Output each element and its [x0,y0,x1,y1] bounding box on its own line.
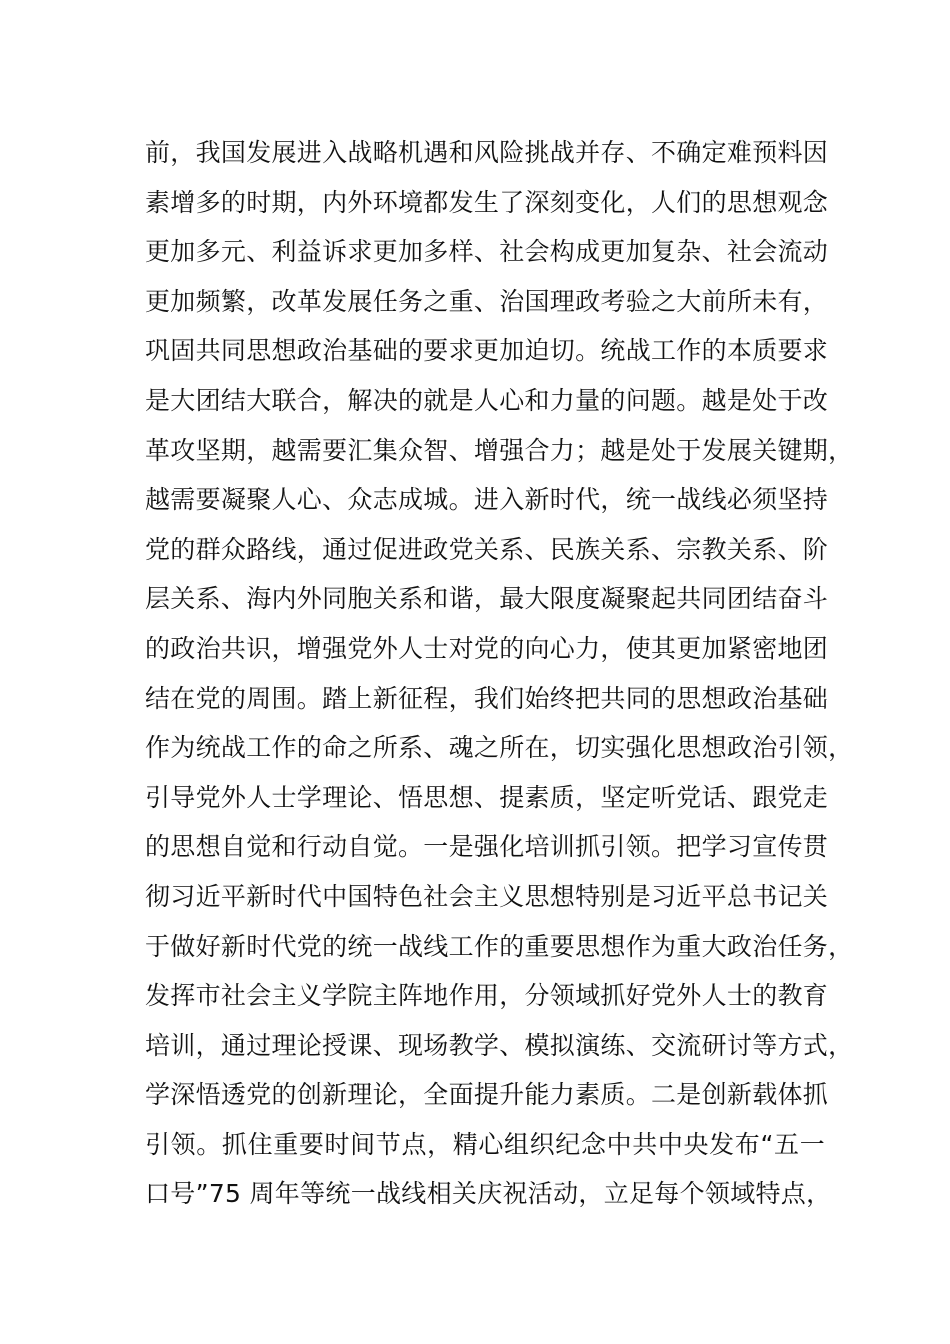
text-line: 更加频繁，改革发展任务之重、治国理政考验之大前所未有， [145,286,829,316]
text-line: 党的群众路线，通过促进政党关系、民族关系、宗教关系、阶 [145,534,829,564]
text-line: 作为统战工作的命之所系、魂之所在，切实强化思想政治引领， [145,733,854,763]
text-line: 是大团结大联合，解决的就是人心和力量的问题。越是处于改 [145,385,829,415]
text-line: 素增多的时期，内外环境都发生了深刻变化，人们的思想观念 [145,187,829,217]
text-line: 引领。抓住重要时间节点，精心组织纪念中共中央发布“五一 [145,1129,825,1159]
text-line: 于做好新时代党的统一战线工作的重要思想作为重大政治任务， [145,931,854,961]
text-line: 结在党的周围。踏上新征程，我们始终把共同的思想政治基础 [145,683,829,713]
text-line: 更加多元、利益诉求更加多样、社会构成更加复杂、社会流动 [145,237,829,267]
text-line: 培训，通过理论授课、现场教学、模拟演练、交流研讨等方式， [145,1030,854,1060]
text-line: 巩固共同思想政治基础的要求更加迫切。统战工作的本质要求 [145,336,829,366]
text-line: 越需要凝聚人心、众志成城。进入新时代，统一战线必须坚持 [145,485,829,515]
text-line: 革攻坚期，越需要汇集众智、增强合力；越是处于发展关键期， [145,435,854,465]
body-paragraph [145,128,854,1219]
text-line: 口号”75 周年等统一战线相关庆祝活动，立足每个领域特点， [145,1179,832,1209]
text-line: 层关系、海内外同胞关系和谐，最大限度凝聚起共同团结奋斗 [145,584,829,614]
text-line: 学深悟透党的创新理论，全面提升能力素质。二是创新载体抓 [145,1080,829,1110]
text-line: 的思想自觉和行动自觉。一是强化培训抓引领。把学习宣传贯 [145,832,829,862]
text-line: 引导党外人士学理论、悟思想、提素质，坚定听党话、跟党走 [145,782,829,812]
text-line: 的政治共识，增强党外人士对党的向心力，使其更加紧密地团 [145,633,829,663]
text-line: 前，我国发展进入战略机遇和风险挑战并存、不确定难预料因 [145,138,829,167]
text-line: 发挥市社会主义学院主阵地作用，分领域抓好党外人士的教育 [145,981,829,1011]
text-line: 彻习近平新时代中国特色社会主义思想特别是习近平总书记关 [145,881,829,911]
